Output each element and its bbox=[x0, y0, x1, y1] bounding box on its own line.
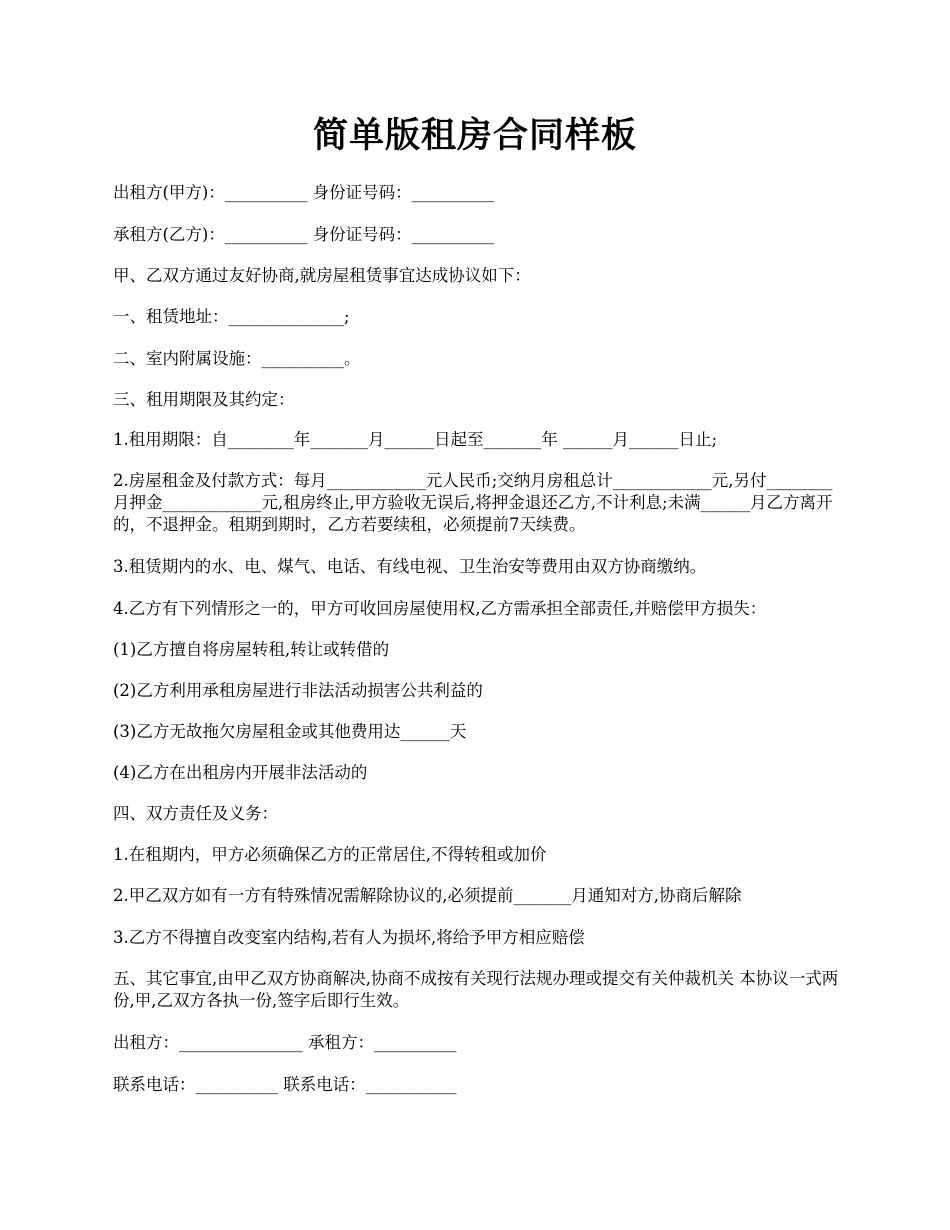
contact-phone-line: 联系电话：__________ 联系电话：___________ bbox=[113, 1075, 457, 1094]
termination-item-4: (4)乙方在出租房内开展非法活动的 bbox=[113, 763, 368, 782]
clause-2-facilities: 二、室内附属设施：__________。 bbox=[113, 349, 361, 368]
clause-4-heading: 四、双方责任及义务： bbox=[113, 804, 278, 823]
duty-item-3: 3.乙方不得擅自改变室内结构,若有人为损坏,将给予甲方相应赔偿 bbox=[113, 928, 585, 947]
termination-item-1: (1)乙方擅自将房屋转租,转让或转借的 bbox=[113, 640, 390, 659]
clause-3-term: 1.租用期限：自________年_______月______日起至_______年 ______月______日止; bbox=[113, 430, 718, 449]
lessee-line: 承租方(乙方)：__________ 身份证号码：__________ bbox=[113, 225, 495, 244]
lessor-line: 出租方(甲方)：__________ 身份证号码：__________ bbox=[113, 183, 495, 202]
duty-item-2: 2.甲乙双方如有一方有特殊情况需解除协议的,必须提前_______月通知对方,协商后解除 bbox=[113, 886, 742, 905]
clause-3-heading: 三、租用期限及其约定： bbox=[113, 390, 295, 409]
clause-3-utilities: 3.租赁期内的水、电、煤气、电话、有线电视、卫生治安等费用由双方协商缴纳。 bbox=[113, 557, 707, 576]
clause-3-rent: 2.房屋租金及付款方式：每月____________元人民币;交纳月房租总计____________元,另付________月押金____________元,租房终止,甲方验收无误后,将押金退还乙方,不计利息;未满______月乙方离开的，不退押金。租期到期时，乙方若要续租，必须提前7天续费。 bbox=[113, 471, 833, 534]
clause-3-termination: 4.乙方有下列情形之一的，甲方可收回房屋使用权,乙方需承担全部责任,并赔偿甲方损失： bbox=[113, 599, 767, 618]
agreement-intro: 甲、乙双方通过友好协商,就房屋租赁事宜达成协议如下： bbox=[113, 266, 531, 285]
termination-item-2: (2)乙方利用承租房屋进行非法活动损害公共利益的 bbox=[113, 681, 483, 700]
clause-5-other: 五、其它事宜,由甲乙双方协商解决,协商不成按有关现行法规办理或提交有关仲裁机关 本协议一式两份,甲,乙双方各执一份,签字后即行生效。 bbox=[113, 969, 839, 1010]
duty-item-1: 1.在租期内，甲方必须确保乙方的正常居住,不得转租或加价 bbox=[113, 845, 547, 864]
signature-line: 出租方：_______________ 承租方：__________ bbox=[113, 1033, 457, 1052]
termination-item-3: (3)乙方无故拖欠房屋租金或其他费用达______天 bbox=[113, 722, 467, 741]
clause-1-address: 一、租赁地址：______________; bbox=[113, 307, 350, 326]
document-title: 简单版租房合同样板 bbox=[312, 115, 637, 156]
